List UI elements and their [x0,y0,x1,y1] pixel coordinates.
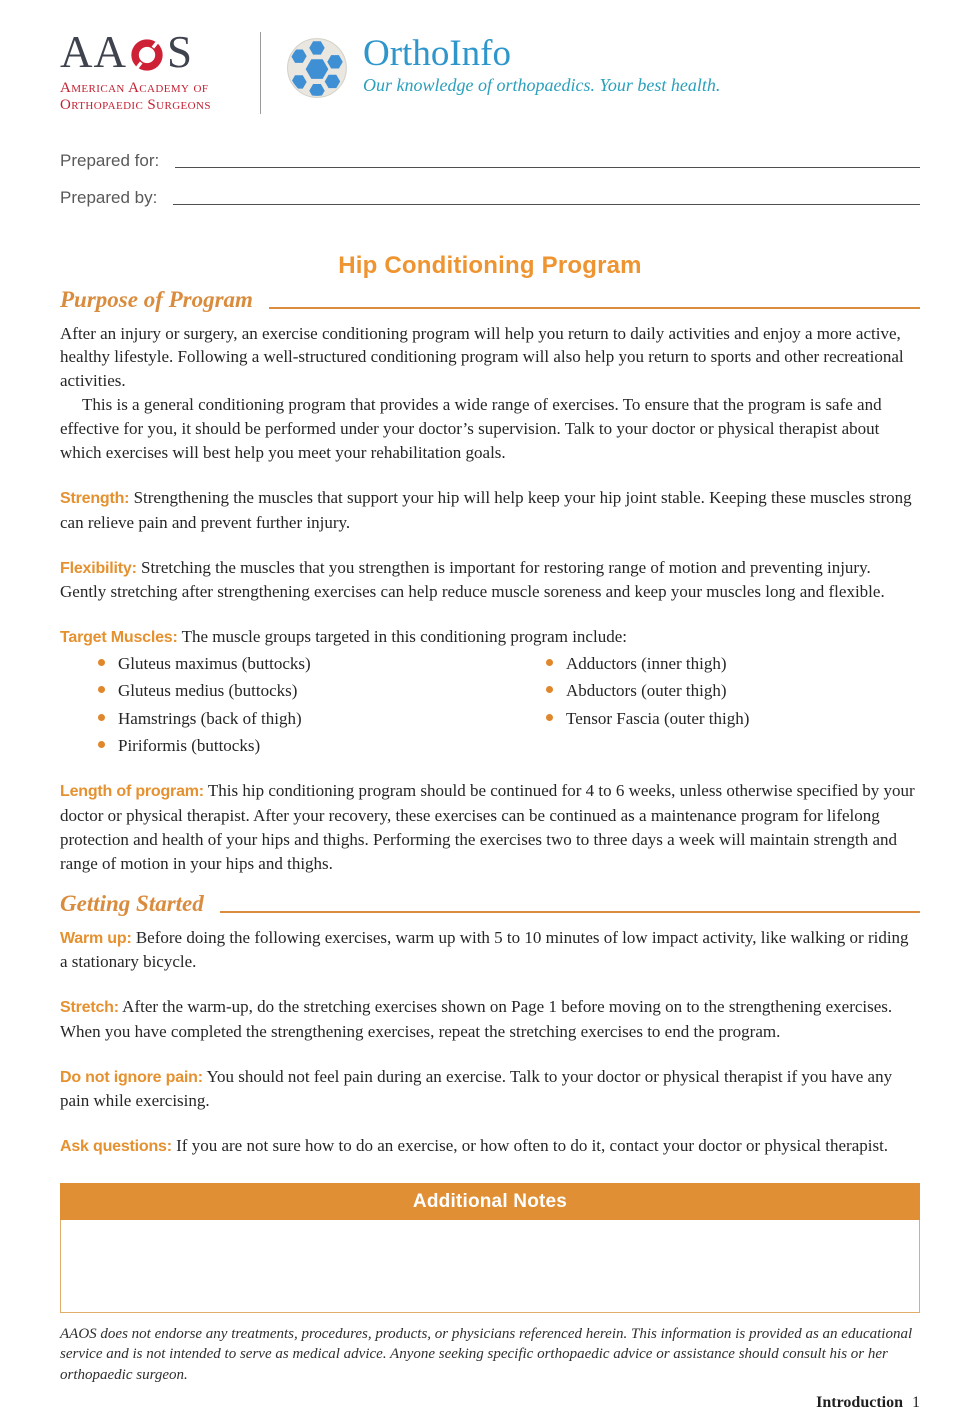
orthoinfo-tagline: Our knowledge of orthopaedics. Your best health. [363,74,721,95]
purpose-heading-text: Purpose of Program [60,286,253,312]
prepared-by-label: Prepared by: [60,187,158,207]
purpose-paragraphs [60,322,920,466]
bullet-icon [98,714,105,721]
footer [60,1324,920,1412]
purpose-heading-rule [269,307,920,309]
page-title: Hip Conditioning Program [338,251,642,279]
aaos-wordmark [60,27,238,77]
disclaimer-text: AAOS does not endorse any treatments, procedures, products, or physicians referenced herein. This information is provided as an educational service and is not intended to serve as medical advice. Anyone seeking specific orthopaedic advice or assistance should consult his or her orthopaedic surgeon. [60,1326,913,1383]
getting-started-heading-rule [220,911,920,913]
page-marker [60,1394,920,1412]
additional-notes-title: Additional Notes [412,1190,568,1212]
muscle-list-item [546,654,749,674]
orthoinfo-globe-icon [285,34,351,100]
muscle-list-item [98,681,538,701]
purpose-paragraph-1: After an injury or surgery, an exercise conditioning program will help you return to daily activities and enjoy a more active, healthy lifestyle. Following a well-structured conditioning program will also help you return to sports and other recreational activities. [60,323,904,391]
stretch-paragraph [60,995,920,1044]
orthoinfo-name: OrthoInfo [363,33,511,74]
bullet-icon [98,741,105,748]
bullet-icon [546,659,553,666]
muscle-list-item [98,654,538,674]
muscle-list-item-text: Piriformis (buttocks) [118,736,261,756]
strength-text: Strengthening the muscles that support your hip will help keep your hip joint stable. Keeping these muscles strong can relieve pain and prevent further injury. [60,488,912,532]
strength-label: Strength: [60,490,130,508]
muscle-list-item-text: Adductors (inner thigh) [566,653,727,673]
bullet-icon [98,686,105,693]
prepared-for-label: Prepared for: [60,150,160,170]
warmup-paragraph [60,926,920,975]
additional-notes-section [60,1183,920,1313]
orthoinfo-text [363,34,720,96]
target-muscles-label: Target Muscles: [60,629,178,647]
header-divider [260,32,261,114]
warmup-text: Before doing the following exercises, warm up with 5 to 10 minutes of low impact activity, like walking or riding a stationary bicycle. [60,927,909,972]
getting-started-heading [60,891,920,917]
flexibility-paragraph [60,556,920,605]
additional-notes-blank-area [60,1220,920,1313]
stretch-label: Stretch: [60,999,119,1017]
orthoinfo-logo [285,30,720,100]
muscle-list-item-text: Gluteus maximus (buttocks) [118,653,311,673]
prepared-section [60,151,920,208]
muscle-list-item [546,681,749,701]
muscle-list-item-text: Hamstrings (back of thigh) [118,708,302,728]
aaos-wordmark-right: S [167,27,194,77]
strength-paragraph [60,486,920,535]
target-muscles-text: The muscle groups targeted in this conditioning program include: [181,627,627,647]
muscle-list-item-text: Abductors (outer thigh) [566,681,727,701]
purpose-paragraph-2: This is a general conditioning program that provides a wide range of exercises. To ensure that the program is safe and effective for you, it should be performed under your doctor’s supervision. Talk to your doctor or physical therapist about which exercises will best help you meet your rehabilitation goals. [60,395,882,463]
purpose-heading [60,287,920,313]
muscle-list-right [546,654,749,764]
aaos-swoosh-o-icon [128,36,166,74]
aaos-subtitle-line2: Orthopaedic Surgeons [60,97,211,114]
bullet-icon [546,714,553,721]
getting-started-heading-text: Getting Started [60,890,204,916]
page-number: 1 [912,1393,920,1411]
pain-text: You should not feel pain during an exercise. Talk to your doctor or physical therapist if you have any pain while exercising. [60,1066,893,1111]
prepared-by-blank-line [173,204,920,205]
muscle-list-left [98,654,538,764]
muscle-list-item [98,709,538,729]
questions-paragraph [60,1134,920,1159]
bullet-icon [98,659,105,666]
muscle-list-item [546,709,749,729]
muscle-list-item-text: Gluteus medius (buttocks) [118,681,298,701]
pain-label: Do not ignore pain: [60,1068,203,1086]
muscle-list-item-text: Tensor Fascia (outer thigh) [566,708,750,728]
warmup-label: Warm up: [60,929,132,947]
aaos-wordmark-left: AA [60,27,127,77]
questions-label: Ask questions: [60,1138,172,1156]
prepared-for-row [60,151,920,171]
target-muscles-paragraph [60,625,920,650]
length-of-program-paragraph [60,779,920,875]
aaos-logo [60,27,238,115]
additional-notes-header [60,1183,920,1220]
page-marker-label: Introduction [816,1393,903,1411]
muscle-list-columns [60,654,920,764]
aaos-subtitle-line1: American Academy of [60,80,209,96]
muscle-list-item [98,736,538,756]
prepared-for-blank-line [175,167,920,168]
flexibility-label: Flexibility: [60,559,137,577]
length-of-program-label: Length of program: [60,783,204,801]
bullet-icon [546,686,553,693]
questions-text: If you are not sure how to do an exercise, or how often to do it, contact your doctor or physical therapist. [176,1136,889,1156]
prepared-by-row [60,188,920,208]
aaos-subtitle [60,80,238,115]
stretch-text: After the warm-up, do the stretching exercises shown on Page 1 before moving on to the strengthening exercises. When you have completed the strengthening exercises, repeat the stretching exercises to end the program. [60,997,893,1041]
length-of-program-text: This hip conditioning program should be continued for 4 to 6 weeks, unless otherwise specified by your doctor or physical therapist. After your recovery, these exercises can be continued as a maintenance program for lifelong protection and health of your hips and thighs. Performing the exercises two to three days a week will maintain strength and range of motion in your hips and thighs. [60,781,915,873]
pain-paragraph [60,1065,920,1114]
header [60,27,920,115]
flexibility-text: Stretching the muscles that you strengthen is important for restoring range of motion and preventing injury. Gently stretching after strengthening exercises can help reduce muscle soreness and keep your muscles long and flexible. [60,557,885,602]
